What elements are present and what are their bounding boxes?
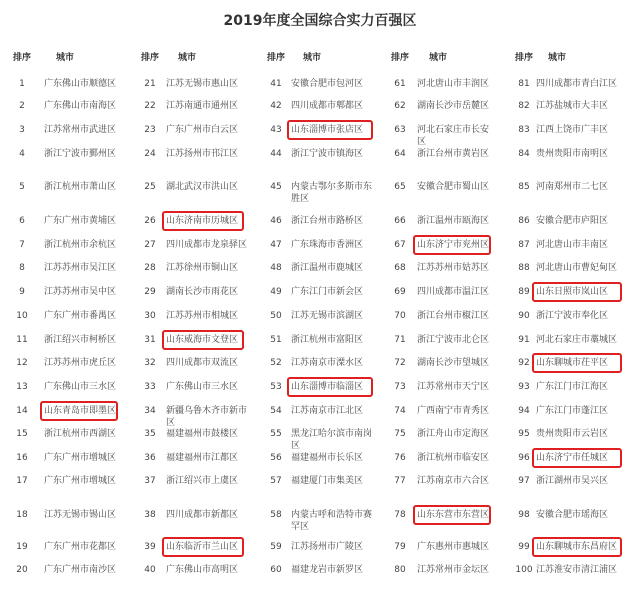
city-cell: 黑龙江哈尔滨市南岗区 [291,429,373,451]
city-cell: 江苏常州市金坛区 [417,565,490,575]
rank-cell: 29 [144,287,156,297]
city-cell: 湖南长沙市岳麓区 [417,101,490,111]
rank-cell: 23 [144,125,156,135]
city-cell: 河北唐山市丰润区 [417,79,490,89]
city-cell: 江苏苏州市姑苏区 [417,263,490,273]
rank-cell: 89 [518,287,530,297]
rank-cell: 98 [518,510,530,520]
rank-cell: 30 [144,311,156,321]
rank-cell: 41 [270,79,282,89]
rank-cell: 70 [394,311,406,321]
rank-cell: 12 [16,358,28,368]
city-cell: 江苏盐城市大丰区 [536,101,609,111]
rank-cell: 48 [270,263,282,273]
rank-cell: 80 [394,565,406,575]
rank-header: 排序 [266,53,285,63]
city-header: 城市 [178,53,197,63]
city-cell: 广东广州市增城区 [44,476,117,486]
city-cell: 江苏苏州市吴中区 [44,287,117,297]
city-cell: 浙江绍兴市上虞区 [166,476,239,486]
city-cell: 贵州贵阳市南明区 [536,149,609,159]
city-cell: 福建龙岩市新罗区 [291,565,364,575]
rank-cell: 75 [394,429,406,439]
highlight-box [532,537,622,557]
city-cell: 江苏常州市武进区 [44,125,117,135]
rank-cell: 35 [144,429,156,439]
city-cell: 广东惠州市惠城区 [417,542,490,552]
rank-cell: 91 [518,335,530,345]
rank-cell: 36 [144,453,156,463]
rank-cell: 31 [144,335,156,345]
rank-cell: 84 [518,149,530,159]
rank-cell: 55 [270,429,282,439]
city-cell: 浙江台州市黄岩区 [417,149,490,159]
rank-cell: 77 [394,476,406,486]
rank-cell: 72 [394,358,406,368]
rank-cell: 42 [270,101,282,111]
city-cell: 山东济宁市任城区 [536,453,609,463]
city-cell: 广东广州市增城区 [44,453,117,463]
rank-cell: 53 [270,382,282,392]
rank-cell: 39 [144,542,156,552]
city-cell: 四川成都市龙泉驿区 [166,240,248,250]
rank-cell: 96 [518,453,530,463]
city-cell: 河北石家庄市长安区 [417,125,490,147]
city-cell: 山东淄博市张店区 [291,125,364,135]
city-cell: 浙江宁波市北仑区 [417,335,490,345]
city-cell: 江苏南京市溧水区 [291,358,364,368]
rank-cell: 76 [394,453,406,463]
city-cell: 河北石家庄市藁城区 [536,335,618,345]
rank-cell: 13 [16,382,28,392]
city-cell: 福建福州市江都区 [166,453,239,463]
city-cell: 山东威海市文登区 [166,335,239,345]
rank-header: 排序 [390,53,409,63]
rank-cell: 40 [144,565,156,575]
rank-cell: 17 [16,476,28,486]
city-cell: 浙江杭州市西湖区 [44,429,117,439]
city-cell: 江西上饶市广丰区 [536,125,609,135]
city-header: 城市 [303,53,322,63]
rank-cell: 83 [518,125,530,135]
city-cell: 山东济南市历城区 [166,216,239,226]
rank-cell: 54 [270,406,282,416]
rank-cell: 59 [270,542,282,552]
rank-cell: 57 [270,476,282,486]
rank-cell: 92 [518,358,530,368]
city-cell: 福建福州市鼓楼区 [166,429,239,439]
city-cell: 广西南宁市青秀区 [417,406,490,416]
city-cell: 安徽合肥市蜀山区 [417,182,490,192]
rank-cell: 65 [394,182,406,192]
city-cell: 四川成都市郫都区 [291,101,364,111]
city-header: 城市 [429,53,448,63]
city-cell: 江苏淮安市清江浦区 [536,565,618,575]
rank-cell: 37 [144,476,156,486]
city-cell: 四川成都市双流区 [166,358,239,368]
rank-cell: 14 [16,406,28,416]
city-cell: 山东日照市岚山区 [536,287,609,297]
rank-cell: 56 [270,453,282,463]
city-cell: 广东江门市新会区 [291,287,364,297]
rank-header: 排序 [140,53,159,63]
rank-cell: 44 [270,149,282,159]
city-cell: 河北唐山市曹妃甸区 [536,263,618,273]
rank-cell: 47 [270,240,282,250]
city-cell: 浙江杭州市余杭区 [44,240,117,250]
city-cell: 浙江台州市椒江区 [417,311,490,321]
city-cell: 广东佛山市三水区 [166,382,239,392]
rank-cell: 78 [394,510,406,520]
city-cell: 江苏常州市天宁区 [417,382,490,392]
city-cell: 湖北武汉市洪山区 [166,182,239,192]
rank-cell: 79 [394,542,406,552]
city-cell: 山东济宁市兖州区 [417,240,490,250]
rank-cell: 28 [144,263,156,273]
rank-cell: 74 [394,406,406,416]
city-cell: 河南郑州市二七区 [536,182,609,192]
rank-cell: 33 [144,382,156,392]
city-cell: 广东广州市白云区 [166,125,239,135]
rank-cell: 26 [144,216,156,226]
city-cell: 浙江宁波市鄞州区 [44,149,117,159]
rank-cell: 66 [394,216,406,226]
city-cell: 浙江温州市瓯海区 [417,216,490,226]
city-cell: 内蒙古呼和浩特市赛罕区 [291,510,373,532]
rank-cell: 34 [144,406,156,416]
rank-cell: 50 [270,311,282,321]
rank-cell: 73 [394,382,406,392]
rank-cell: 67 [394,240,406,250]
rank-cell: 8 [19,263,25,273]
city-cell: 安徽合肥市庐阳区 [536,216,609,226]
rank-cell: 45 [270,182,282,192]
rank-cell: 27 [144,240,156,250]
highlight-box [532,282,622,302]
city-cell: 江苏扬州市邗江区 [166,149,239,159]
rank-header: 排序 [12,53,31,63]
rank-cell: 7 [19,240,25,250]
rank-cell: 5 [19,182,25,192]
rank-cell: 90 [518,311,530,321]
city-cell: 广东佛山市顺德区 [44,79,117,89]
rank-cell: 71 [394,335,406,345]
city-cell: 江苏苏州市吴江区 [44,263,117,273]
rank-cell: 2 [19,101,25,111]
rank-cell: 6 [19,216,25,226]
rank-cell: 51 [270,335,282,345]
highlight-box [162,211,244,231]
rank-cell: 9 [19,287,25,297]
rank-cell: 64 [394,149,406,159]
city-cell: 山东聊城市茌平区 [536,358,609,368]
city-cell: 江苏南京市六合区 [417,476,490,486]
rank-cell: 94 [518,406,530,416]
city-cell: 山东临沂市兰山区 [166,542,239,552]
city-cell: 四川成都市温江区 [417,287,490,297]
rank-cell: 93 [518,382,530,392]
city-cell: 新疆乌鲁木齐市新市区 [166,406,248,428]
rank-cell: 49 [270,287,282,297]
rank-cell: 11 [16,335,28,345]
highlight-box [162,330,244,350]
city-cell: 江苏徐州市铜山区 [166,263,239,273]
highlight-box [532,353,622,373]
city-cell: 浙江台州市路桥区 [291,216,364,226]
rank-cell: 20 [16,565,28,575]
rank-cell: 61 [394,79,406,89]
rank-cell: 58 [270,510,282,520]
city-cell: 浙江杭州市富阳区 [291,335,364,345]
city-header: 城市 [56,53,75,63]
rank-cell: 22 [144,101,156,111]
rank-cell: 87 [518,240,530,250]
city-cell: 山东淄博市临淄区 [291,382,364,392]
rank-cell: 95 [518,429,530,439]
rank-cell: 32 [144,358,156,368]
rank-cell: 15 [16,429,28,439]
city-cell: 广东广州市花都区 [44,542,117,552]
rank-cell: 63 [394,125,406,135]
rank-cell: 19 [16,542,28,552]
city-cell: 浙江宁波市镇海区 [291,149,364,159]
city-cell: 浙江杭州市临安区 [417,453,490,463]
rank-cell: 97 [518,476,530,486]
rank-cell: 88 [518,263,530,273]
highlight-box [532,448,622,468]
rank-cell: 3 [19,125,25,135]
city-cell: 江苏扬州市广陵区 [291,542,364,552]
city-cell: 广东广州市黄埔区 [44,216,117,226]
city-cell: 浙江宁波市奉化区 [536,311,609,321]
city-cell: 贵州贵阳市云岩区 [536,429,609,439]
city-cell: 安徽合肥市包河区 [291,79,364,89]
rank-cell: 52 [270,358,282,368]
rank-cell: 1 [19,79,25,89]
rank-cell: 81 [518,79,530,89]
city-cell: 广东广州市番禺区 [44,311,117,321]
highlight-box [413,235,491,255]
rank-cell: 16 [16,453,28,463]
city-cell: 广东珠海市香洲区 [291,240,364,250]
city-cell: 广东广州市南沙区 [44,565,117,575]
rank-cell: 18 [16,510,28,520]
highlight-box [287,377,373,397]
city-cell: 山东东营市东营区 [417,510,490,520]
rank-header: 排序 [514,53,533,63]
city-cell: 广东佛山市三水区 [44,382,117,392]
highlight-box [413,505,491,525]
rank-cell: 60 [270,565,282,575]
city-cell: 江苏无锡市滨湖区 [291,311,364,321]
city-header: 城市 [548,53,567,63]
city-cell: 内蒙古鄂尔多斯市东胜区 [291,182,373,204]
rank-cell: 99 [518,542,530,552]
highlight-box [287,120,373,140]
highlight-box [162,537,244,557]
city-cell: 四川成都市青白江区 [536,79,618,89]
city-cell: 山东聊城市东昌府区 [536,542,618,552]
rank-cell: 10 [16,311,28,321]
city-cell: 浙江温州市鹿城区 [291,263,364,273]
city-cell: 江苏无锡市锡山区 [44,510,117,520]
rank-cell: 24 [144,149,156,159]
city-cell: 浙江湖州市吴兴区 [536,476,609,486]
city-cell: 湖南长沙市雨花区 [166,287,239,297]
highlight-box [40,401,118,421]
city-cell: 江苏苏州市相城区 [166,311,239,321]
city-cell: 福建厦门市集美区 [291,476,364,486]
rank-cell: 69 [394,287,406,297]
rank-cell: 82 [518,101,530,111]
city-cell: 江苏苏州市虎丘区 [44,358,117,368]
city-cell: 江苏无锡市惠山区 [166,79,239,89]
city-cell: 江苏南通市通州区 [166,101,239,111]
city-cell: 广东佛山市南海区 [44,101,117,111]
rank-cell: 86 [518,216,530,226]
city-cell: 河北唐山市丰南区 [536,240,609,250]
city-cell: 四川成都市新都区 [166,510,239,520]
city-cell: 浙江舟山市定海区 [417,429,490,439]
rank-cell: 38 [144,510,156,520]
rank-cell: 25 [144,182,156,192]
city-cell: 福建福州市长乐区 [291,453,364,463]
rank-cell: 100 [515,565,533,575]
rank-cell: 21 [144,79,156,89]
city-cell: 广东江门市江海区 [536,382,609,392]
rank-cell: 46 [270,216,282,226]
page-title: 2019年度全国综合实力百强区 [223,13,417,29]
rank-cell: 43 [270,125,282,135]
rank-cell: 62 [394,101,406,111]
city-cell: 山东青岛市即墨区 [44,406,117,416]
city-cell: 安徽合肥市瑶海区 [536,510,609,520]
city-cell: 湖南长沙市望城区 [417,358,490,368]
city-cell: 浙江绍兴市柯桥区 [44,335,117,345]
city-cell: 浙江杭州市萧山区 [44,182,117,192]
city-cell: 江苏南京市江北区 [291,406,364,416]
rank-cell: 68 [394,263,406,273]
rank-cell: 4 [19,149,25,159]
city-cell: 广东佛山市高明区 [166,565,239,575]
city-cell: 广东江门市蓬江区 [536,406,609,416]
rank-cell: 85 [518,182,530,192]
